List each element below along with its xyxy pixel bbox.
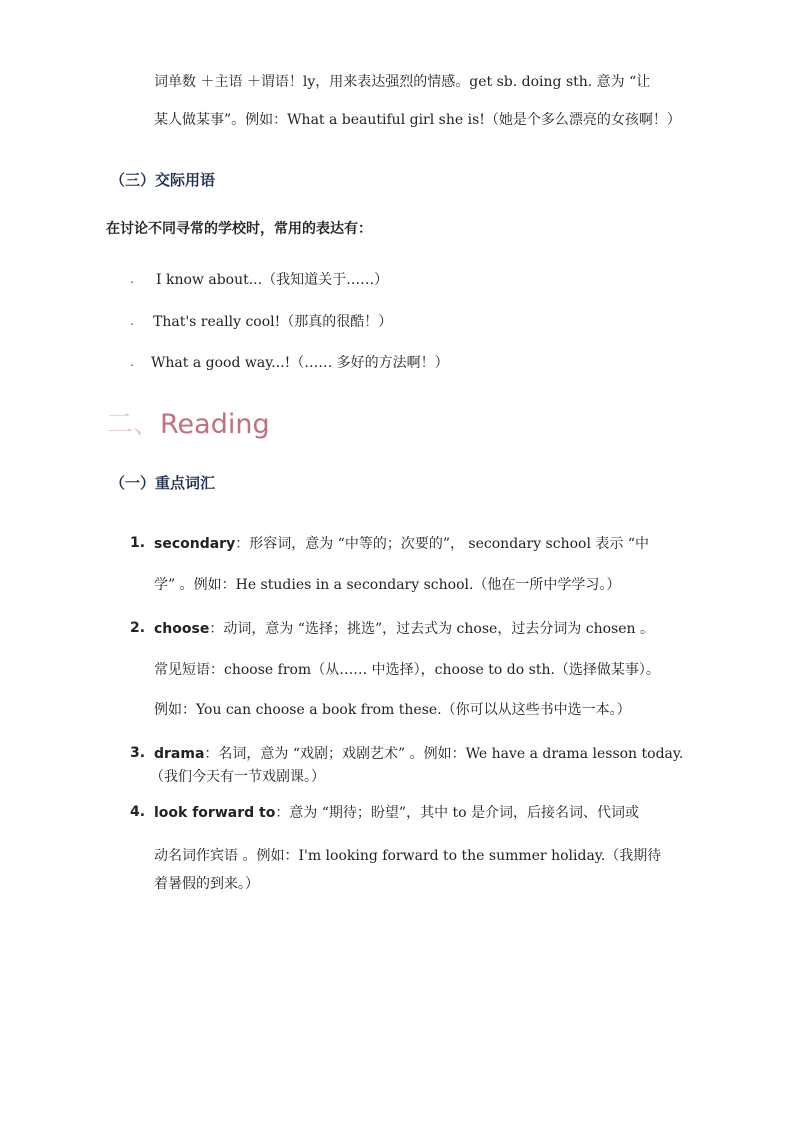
- vocab-term: look forward to: [154, 805, 276, 821]
- vocab-item-line: 常见短语：choose from（从…… 中选择），choose to do sth.（选择做某事）。: [154, 662, 660, 678]
- expression-item: I know about...（我知道关于……）: [156, 272, 389, 288]
- intro-line-2: 某人做某事”。例如：What a beautiful girl she is!（她是个多么漂亮的女孩啊！）: [154, 112, 681, 128]
- communication-heading: （三）交际用语: [110, 171, 216, 189]
- vocab-definition: ：形容词，意为 “中等的；次要的”， secondary school 表示 “中: [235, 536, 649, 552]
- vocab-item-line: [154, 744, 683, 764]
- section-title-text: Reading: [160, 409, 270, 440]
- expression-item: What a good way...!（…… 多好的方法啊！）: [151, 355, 449, 371]
- vocab-item-line: （我们今天有一节戏剧课。）: [150, 769, 325, 785]
- bullet-marker: .: [130, 355, 134, 369]
- item-number: 1.: [130, 535, 146, 551]
- vocab-item-line: 例如：You can choose a book from these.（你可以从这些书中选一本。）: [154, 702, 631, 718]
- bullet-marker: .: [130, 272, 134, 286]
- intro-line-1: 词单数 ＋主语 ＋谓语！ly，用来表达强烈的情感。get sb. doing sth. 意为 “让: [154, 74, 651, 90]
- item-number: 2.: [130, 620, 146, 636]
- section-title: [106, 402, 270, 441]
- vocab-item-line: 着暑假的到来。）: [154, 876, 259, 892]
- vocab-term: drama: [154, 746, 205, 762]
- vocab-item-line: 学” 。例如：He studies in a secondary school.（他在一所中学学习。）: [154, 577, 621, 593]
- vocab-term: secondary: [154, 536, 236, 552]
- vocab-definition: ：名词，意为 “戏剧；戏剧艺术” 。例如：We have a drama lesson today.: [204, 746, 684, 762]
- vocab-item-line: [154, 619, 654, 639]
- expression-item: That's really cool!（那真的很酷！）: [153, 314, 393, 330]
- communication-lead: 在讨论不同寻常的学校时，常用的表达有：: [106, 221, 372, 237]
- vocab-heading: （一）重点词汇: [110, 474, 216, 492]
- vocab-item-line: [154, 803, 639, 823]
- vocab-item-line: [154, 534, 649, 554]
- section-number: 二、: [106, 409, 160, 440]
- vocab-definition: ：动词，意为 “选择；挑选”，过去式为 chose，过去分词为 chosen 。: [209, 621, 654, 637]
- vocab-definition: ：意为 “期待；盼望”，其中 to 是介词，后接名词、代词或: [275, 805, 640, 821]
- vocab-item-line: 动名词作宾语 。例如：I'm looking forward to the summer holiday.（我期待: [154, 848, 662, 864]
- item-number: 4.: [130, 804, 146, 820]
- vocab-term: choose: [154, 621, 210, 637]
- item-number: 3.: [130, 745, 146, 761]
- bullet-marker: .: [130, 314, 134, 328]
